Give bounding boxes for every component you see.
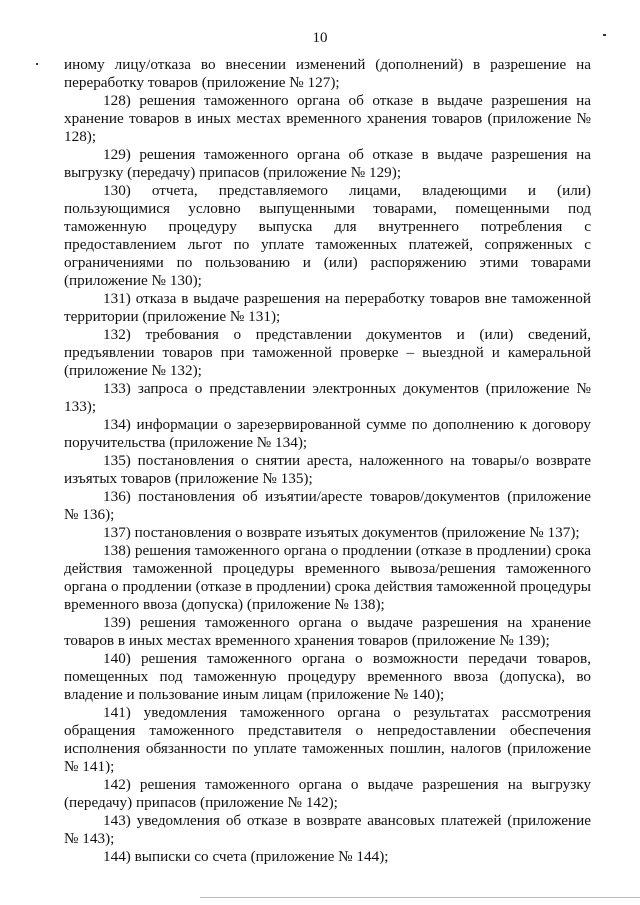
list-item-131: 131) отказа в выдаче разрешения на переработку товаров вне таможенной территории (приложение № 131); — [64, 290, 591, 325]
list-item-133: 133) запроса о представлении электронных документов (приложение № 133); — [64, 380, 591, 415]
list-item-139: 139) решения таможенного органа о выдаче разрешения на хранение товаров в иных местах временного хранения товаров (приложение № 139); — [64, 614, 591, 649]
page-number: 10 — [312, 30, 328, 46]
list-item-135: 135) постановления о снятии ареста, наложенного на товары/о возврате изъятых товаров (приложение № 135); — [64, 452, 591, 487]
list-item-129: 129) решения таможенного органа об отказе в выдаче разрешения на выгрузку (передачу) припасов (приложение № 129); — [64, 146, 591, 181]
list-item-142: 142) решения таможенного органа о выдаче разрешения на выгрузку (передачу) припасов (приложение № 142); — [64, 776, 591, 811]
document-body — [64, 56, 591, 866]
scan-edge-line — [200, 897, 640, 898]
list-item-134: 134) информации о зарезервированной сумме по дополнению к договору поручительства (приложение № 134); — [64, 416, 591, 451]
list-item-130: 130) отчета, представляемого лицами, владеющими и (или) пользующимися условно выпущенными товарами, помещенными под таможенную процедуру выпуска для внутреннего потребления с предоставлением льгот по уплате таможенных платежей, сопряженных с ограничениями по пользованию и (или) распоряжению этими товарами (приложение № 130); — [64, 182, 591, 289]
list-item-141: 141) уведомления таможенного органа о результатах рассмотрения обращения таможенного представителя о непредоставлении обеспечения исполнения обязанности по уплате таможенных пошлин, налогов (приложение № 141); — [64, 704, 591, 775]
list-item-144: 144) выписки со счета (приложение № 144); — [103, 848, 389, 865]
scan-speck — [603, 34, 606, 36]
list-item-143: 143) уведомления об отказе в возврате авансовых платежей (приложение № 143); — [64, 812, 591, 847]
list-item-132: 132) требования о представлении документов и (или) сведений, предъявлении товаров при таможенной проверке – выездной и камеральной (приложение № 132); — [64, 326, 591, 379]
list-item-137: 137) постановления о возврате изъятых документов (приложение № 137); — [103, 524, 580, 541]
list-item-140: 140) решения таможенного органа о возможности передачи товаров, помещенных под таможенную процедуру временного ввоза (допуска), во владение и пользование иным лицам (приложение № 140); — [64, 650, 591, 703]
paragraph-continuation: иному лицу/отказа во внесении изменений (дополнений) в разрешение на переработку товаров (приложение № 127); — [64, 56, 591, 91]
list-item-138: 138) решения таможенного органа о продлении (отказе в продлении) срока действия таможенной процедуры временного вывоза/решения таможенного органа о продлении (отказе в продлении) срока действия таможенной процедуры временного ввоза (допуска) (приложение № 138); — [64, 542, 591, 613]
list-item-128: 128) решения таможенного органа об отказе в выдаче разрешения на хранение товаров в иных местах временного хранения товаров (приложение № 128); — [64, 92, 591, 145]
scan-speck — [36, 63, 38, 65]
list-item-136: 136) постановления об изъятии/аресте товаров/документов (приложение № 136); — [64, 488, 591, 523]
